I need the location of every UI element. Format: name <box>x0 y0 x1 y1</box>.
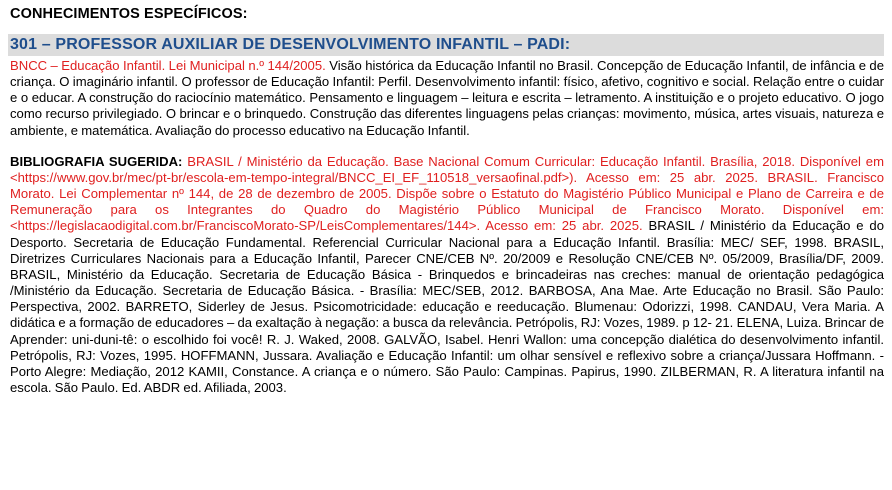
bibliography-label: BIBLIOGRAFIA SUGERIDA: <box>10 153 183 169</box>
syllabus-paragraph <box>10 58 884 139</box>
bibliography-rest: BRASIL / Ministério da Educação e do Desporto. Secretaria de Educação Fundamental. Referencial Curricular Nacional para a Educação Infantil. Brasília: MEC/ SEF, 1998. BRASIL, Diretrizes Curriculares Nacionais para a Educação Infantil, Parecer CNE/CEB Nº. 20/2009 e Resolução CNE/CEB Nº. 05/2009, Brasília/DF, 2009. BRASIL, Ministério da Educação. Secretaria de Educação Básica - Brinquedos e brincadeiras nas creches: manual de orientação pedagógica /Ministério da Educação. Secretaria de Educação Básica. - Brasília: MEC/SEB, 2012. BARBOSA, Ana Mae. Arte Educação no Brasil. São Paulo: Perspectiva, 2002. BARRETO, Siderley de Jesus. Psicomotricidade: educação e reeducação. Blumenau: Odorizzi, 1998. CANDAU, Vera Maria. A didática e a formação de educadores – da exaltação à negação: a busca da relevância. Petrópolis, RJ: Vozes, 1989. p 12- 21. ELENA, Luiza. Brincar de Aprender: uni-duni-tê: o escolhido foi você! R. J. Waked, 2008. GALVÃO, Isabel. Henri Wallon: uma concepção dialética do desenvolvimento infantil. Petrópolis, RJ: Vozes, 1995. HOFFMANN, Jussara. Avaliação e Educação Infantil: um olhar sensível e reflexivo sobre a criança/Jussara Hoffmann. - Porto Alegre: Mediação, 2012 KAMII, Constance. A criança e o número. São Paulo: Campinas. Papirus, 1990. ZILBERMAN, R. A literatura infantil na escola. São Paulo. Ed. ABDR ed. Afiliada, 2003. <box>10 218 884 395</box>
section-title: CONHECIMENTOS ESPECÍFICOS: <box>10 6 248 22</box>
legal-reference: BNCC – Educação Infantil. Lei Municipal n.º 144/2005. <box>10 58 326 73</box>
paragraph-gap <box>10 139 884 154</box>
syllabus-text: Visão histórica da Educação Infantil no Brasil. Concepção de Educação Infantil, de infância e de criança. O imaginário infantil. O professor de Educação Infantil: Perfil. Desenvolvimento infantil: físico, afetivo, cognitivo e social. Relação entre o cuidar e o educar. A construção do raciocínio matemático. Pensamento e linguagem – leitura e escrita – letramento. A instituição e o projeto educativo. O jogo como recurso privilegiado. O brincar e o brinquedo. Construção das diferentes linguagens pelas crianças: movimento, música, artes visuais, natureza e ambiente, e matemática. Avaliação do processo educativo na Educação Infantil. <box>10 58 884 138</box>
position-heading-bar <box>8 34 884 56</box>
bibliography-highlighted: BRASIL / Ministério da Educação. Base Nacional Comum Curricular: Educação Infantil. Brasília, 2018. Disponível em <https://www.gov.br/mec/pt-br/escola-em-tempo-integral/BNCC_EI_EF_110518_versaofinal.pdf>). Acesso em: 25 abr. 2025. BRASIL. Francisco Morato. Lei Complementar nº 144, de 28 de dezembro de 2005. Dispõe sobre o Estatuto do Magistério Público Municipal e Plano de Carreira e de Remuneração para os Integrantes do Quadro do Magistério Público Municipal de Francisco Morato. Disponível em: <https://legislacaodigital.com.br/FranciscoMorato-SP/LeisComplementares/144>. Acesso em: 25 abr. 2025. <box>10 153 884 234</box>
bibliography-paragraph <box>10 154 884 396</box>
position-title: 301 – PROFESSOR AUXILIAR DE DESENVOLVIMENTO INFANTIL – PADI: <box>10 36 571 53</box>
